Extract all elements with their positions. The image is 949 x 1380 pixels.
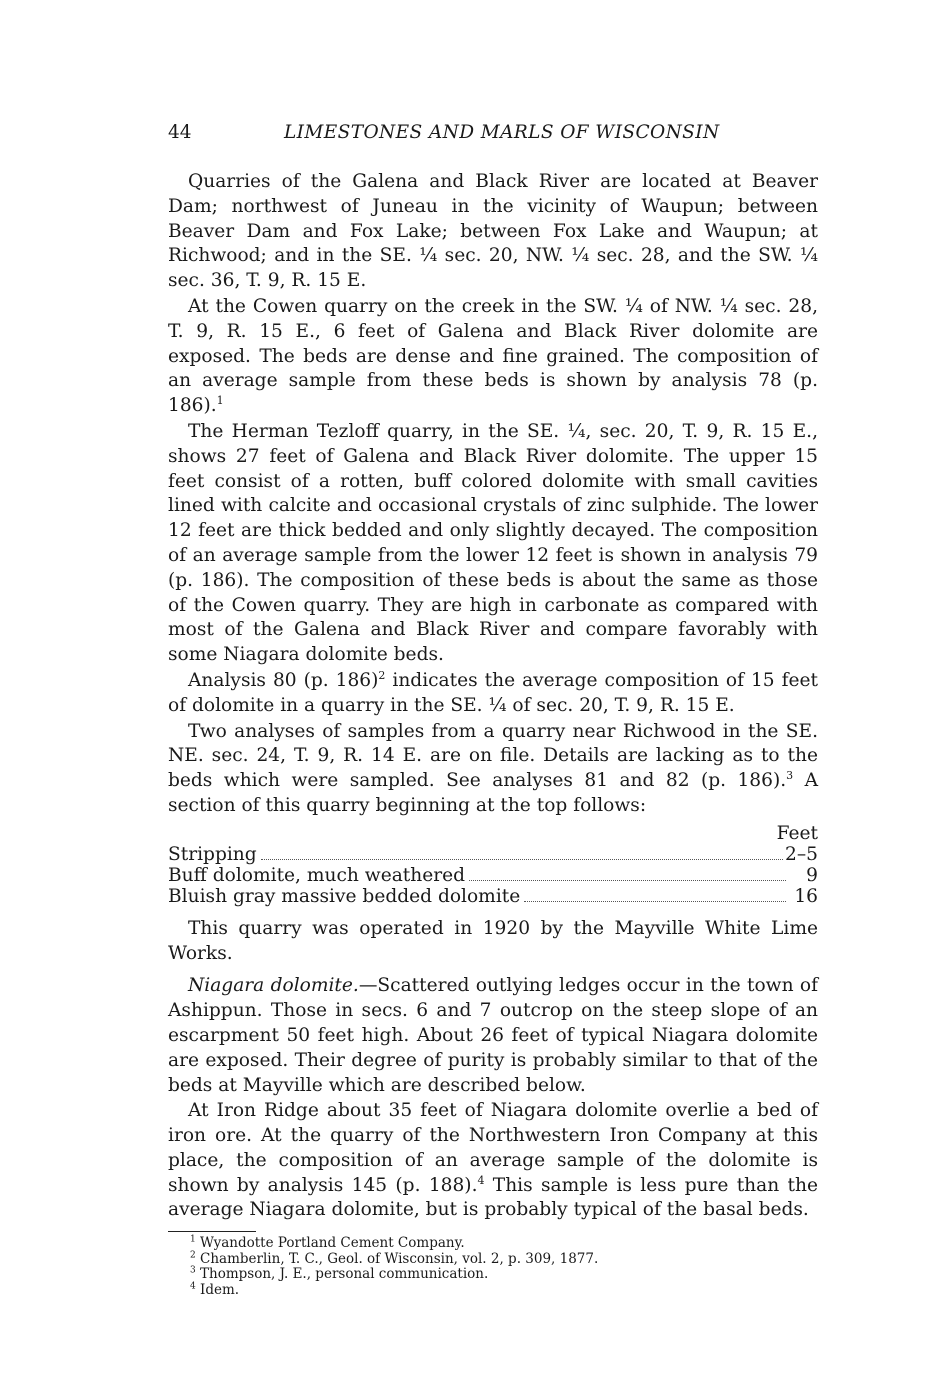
quarry-section-table — [168, 823, 818, 907]
dot-leader — [524, 901, 786, 902]
table-row: Buff dolomite, much weathered 9 — [168, 864, 818, 886]
footnote-ref-2: 2 — [378, 668, 386, 682]
table-row: Stripping 2–5 — [168, 843, 818, 865]
running-title: LIMESTONES AND MARLS OF WISCONSIN — [284, 122, 720, 143]
section-heading: Niagara dolomite. — [188, 975, 359, 997]
paragraph-tezloff: The Herman Tezloff quarry, in the SE. ¼, sec. 20, T. 9, R. 15 E., shows 27 feet of Galena and Black River dolomite. The upper 15 feet consist of a rotten, buff colored dolomite with small cavities lined with calcite and occasional crystals of zinc sulphide. The lower 12 feet are thick bedded and only slightly decayed. The composition of an average sample from the lower 12 feet is shown in analysis 79 (p. 186). The composition of these beds is about the same as those of the Cowen quarry. They are high in carbonate as compared with most of the Galena and Black River and compare favorably with some Niagara dolomite beds. — [168, 420, 818, 666]
footnote-ref-3: 3 — [786, 768, 794, 782]
footnote-ref-1: 1 — [216, 393, 224, 407]
paragraph-richwood: Two analyses of samples from a quarry near Richwood in the SE. NE. sec. 24, T. 9, R. 14 E. are on file. Details are lacking as to the beds which were sampled. See analyses 81 and 82 (p. 186).$^3$ A section of this quarry beginning at the top follows: — [168, 720, 818, 816]
footnote-rule — [168, 1231, 256, 1232]
paragraph-niagara: Niagara dolomite.—Scattered outlying ledges occur in the town of Ashippun. Those in secs. 6 and 7 outcrop on the steep slope of an escarpment 50 feet high. About 26 feet of typical Niagara dolomite are exposed. Their degree of purity is probably similar to that of the beds at Mayville which are described below. — [168, 975, 818, 1096]
paragraph-quarries: Quarries of the Galena and Black River are located at Beaver Dam; northwest of Juneau in the vicinity of Waupun; between Beaver Dam and Fox Lake; between Fox Lake and Waupun; at Richwood; and in the SE. ¼ sec. 20, NW. ¼ sec. 28, and the SW. ¼ sec. 36, T. 9, R. 15 E. — [168, 171, 818, 292]
page — [168, 122, 818, 1298]
page-header — [168, 122, 818, 152]
paragraph-analysis-80: Analysis 80 (p. 186)$^2$ indicates the average composition of 15 feet of dolomite in a quarry in the SE. ¼ of sec. 20, T. 9, R. 15 E. — [168, 668, 818, 716]
footnote: $^1$ Wyandotte Portland Cement Company. — [190, 1234, 465, 1252]
dot-leader — [469, 880, 786, 881]
footnote: $^2$ Chamberlin, T. C., Geol. of Wisconsin, vol. 2, p. 309, 1877. — [190, 1250, 599, 1267]
paragraph-iron-ridge: At Iron Ridge about 35 feet of Niagara dolomite overlie a bed of iron ore. At the quarry of the Northwestern Iron Company at this place, the composition of an average sample of the dolomite is shown by analysis 145 (p. 188).$^4$ This sample is less pure than the average Niagara dolomite, but is probably typical of the basal beds. — [168, 1100, 818, 1221]
footnote-ref-4: 4 — [477, 1173, 485, 1187]
unit-header: Feet — [776, 822, 818, 844]
dot-leader — [261, 859, 783, 860]
footnote: $^3$ Thompson, J. E., personal communication. — [190, 1265, 489, 1283]
table-row: Bluish gray massive bedded dolomite 16 — [168, 885, 818, 907]
paragraph-cowen: At the Cowen quarry on the creek in the SW. ¼ of NW. ¼ sec. 28, T. 9, R. 15 E., 6 feet of Galena and Black River dolomite are exposed. The beds are dense and fine grained. The composition of an average sample from these beds is shown by analysis 78 (p. 186).$^1$ — [168, 295, 818, 417]
page-number: 44 — [168, 122, 192, 143]
footnote: $^4$ Idem. — [190, 1281, 240, 1298]
paragraph-operated: This quarry was operated in 1920 by the Mayville White Lime Works. — [168, 917, 818, 964]
